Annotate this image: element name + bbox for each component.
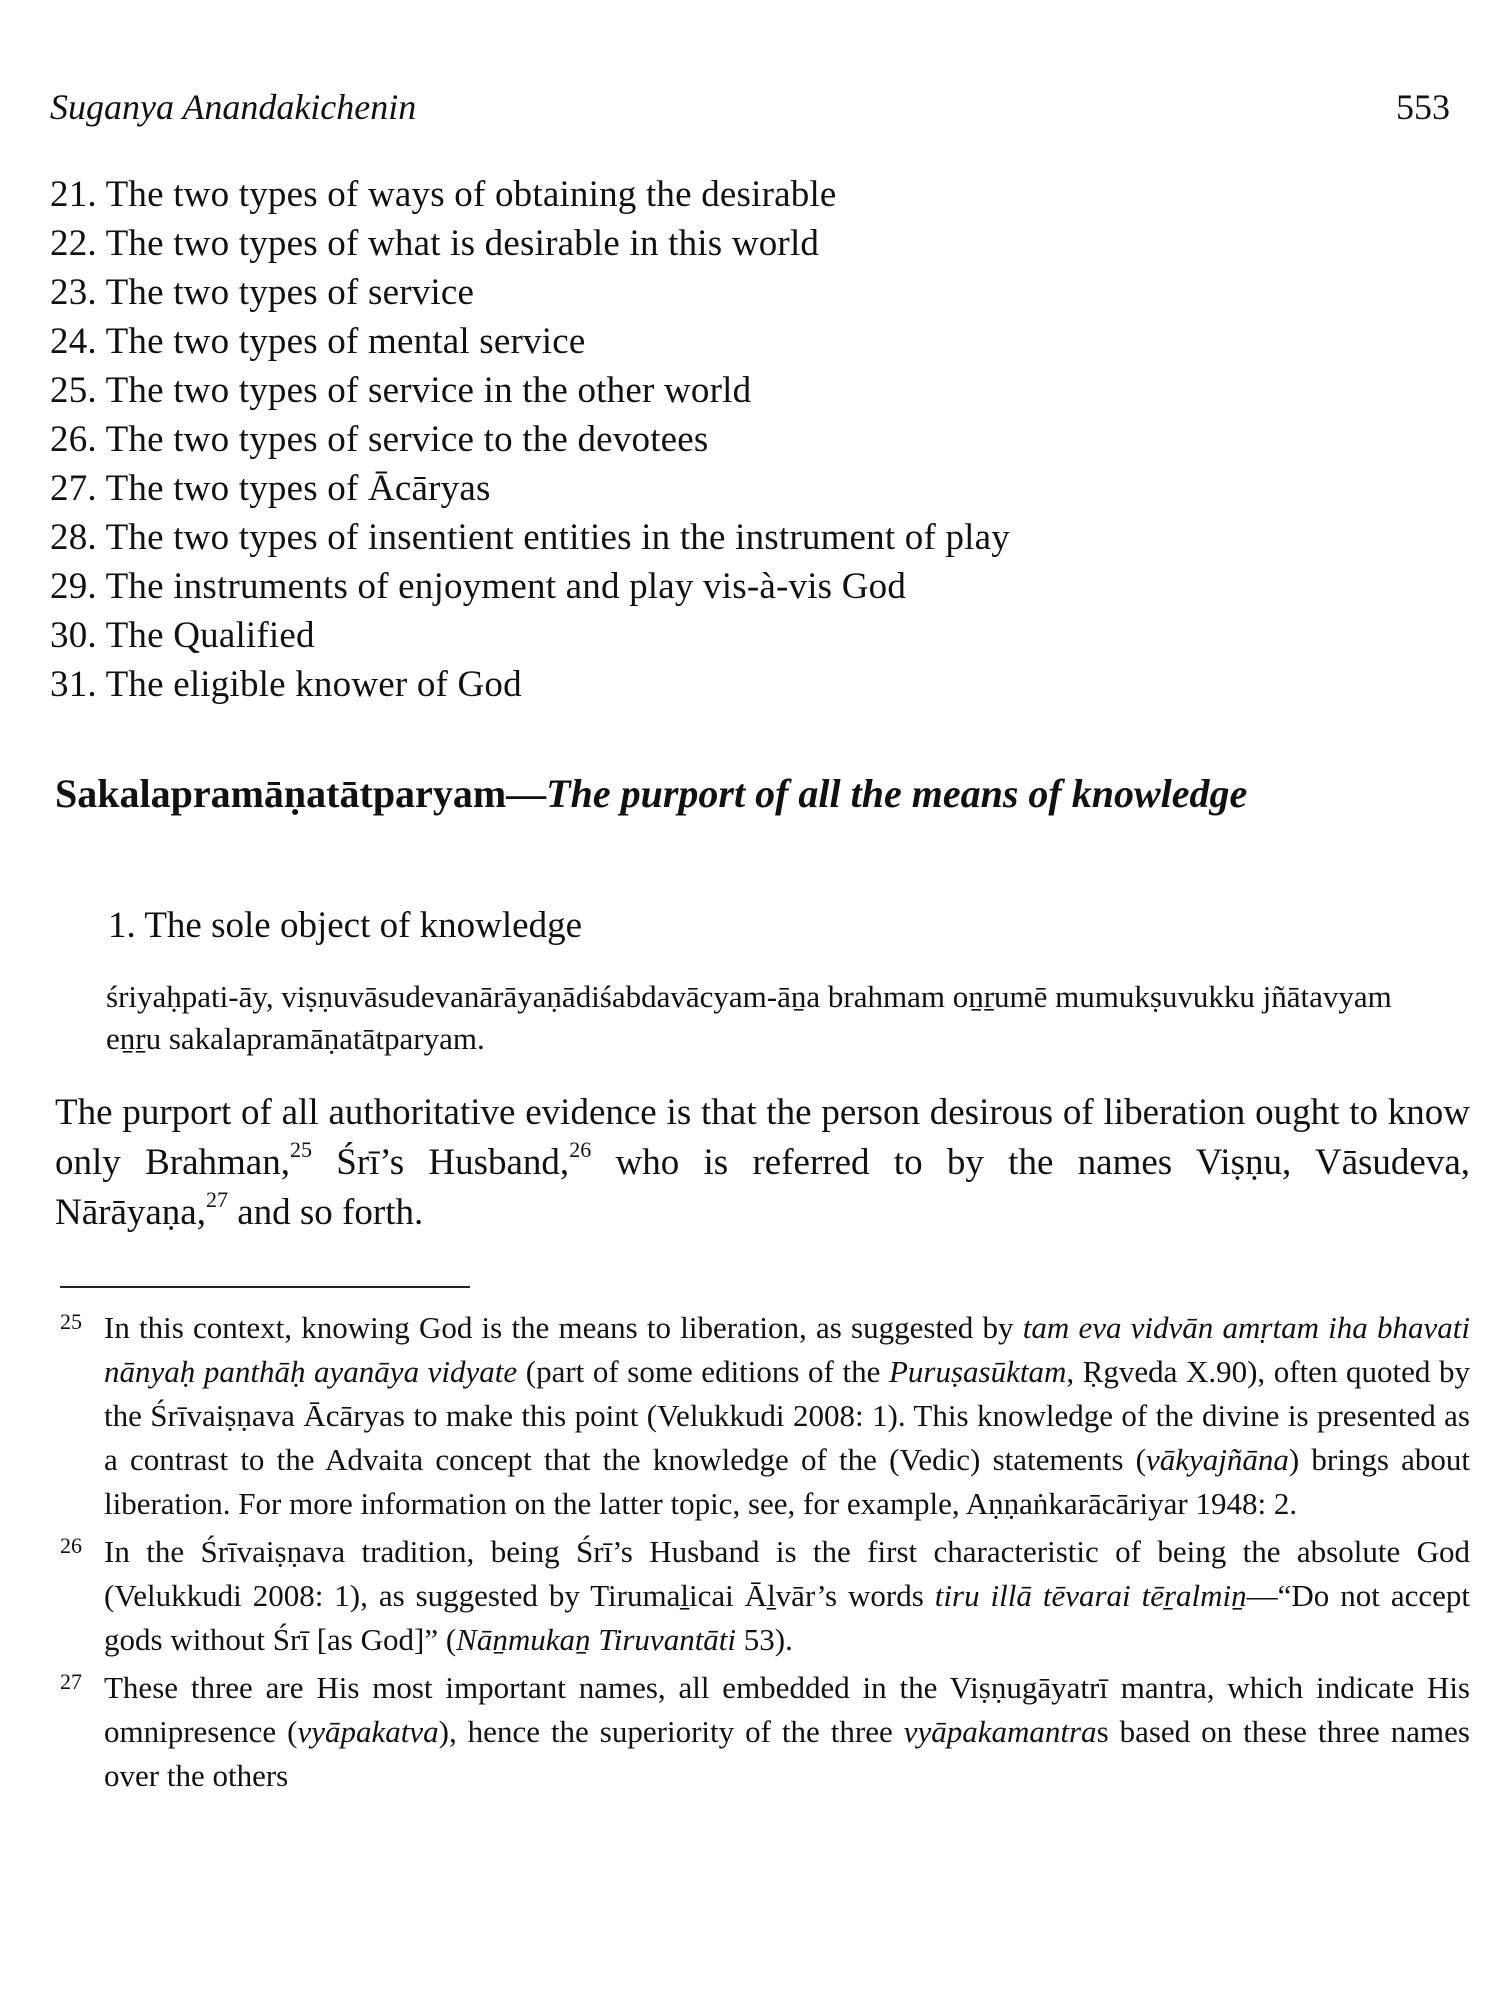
footnote-italic: vyāpakamantra	[903, 1714, 1097, 1749]
footnote-text-part: ) brings about liberation. For more information on the latter topic, see, for example, Aṇṇaṅkarācāriyar 1948: 2.	[104, 1442, 1471, 1521]
footnote-italic: Nāṉmukaṉ Tiruvantāti	[456, 1622, 737, 1657]
footnote-text-part: ), hence the superiority of the three	[438, 1714, 904, 1749]
transliteration-quote: śriyaḥpati-āy, viṣṇuvāsudevanārāyaṇādiśabdavācyam-āṉa brahmam oṉṟumē mumukṣuvukku jñātavyam eṉṟu sakalapramāṇatātparyam.	[106, 979, 1392, 1056]
body-paragraph	[55, 1088, 1470, 1238]
list-item: 30. The Qualified	[50, 615, 315, 656]
footnote-25	[60, 1306, 1470, 1526]
list-item: 21. The two types of ways of obtaining the desirable	[50, 174, 837, 215]
footnote-text-part: s based on these three names over the others	[104, 1714, 1470, 1793]
footnote-divider	[60, 1286, 470, 1288]
footnote-italic: vākyajñāna	[1145, 1442, 1289, 1477]
footnote-27	[60, 1666, 1470, 1798]
list-item: 28. The two types of insentient entities in the instrument of play	[50, 517, 1010, 558]
footnotes	[60, 1306, 1470, 1802]
footnote-italic: vyāpakatva	[297, 1714, 439, 1749]
numbered-list	[50, 170, 1450, 709]
running-head: Suganya Anandakichenin	[50, 87, 417, 127]
list-item: 27. The two types of Ācāryas	[50, 468, 491, 509]
section-heading	[55, 766, 1465, 822]
list-item: 23. The two types of service	[50, 272, 475, 313]
footnote-number: 26	[60, 1533, 82, 1558]
list-item: 24. The two types of mental service	[50, 321, 586, 362]
section-title-english: The purport of all the means of knowledge	[546, 771, 1248, 816]
footnote-italic: tam eva vidvān amṛtam iha bhavati nānyaḥ panthāḥ ayanāya vidyate	[104, 1310, 1470, 1389]
footnote-italic: Puruṣasūktam	[888, 1354, 1067, 1389]
footnote-text-part: —“Do not accept gods without Śrī [as God]” (	[104, 1578, 1470, 1657]
footnote-number: 27	[60, 1669, 82, 1694]
footnote-ref: 26	[569, 1136, 592, 1162]
list-item: 31. The eligible knower of God	[50, 664, 522, 705]
section-title-sanskrit: Sakalapramāṇatātparyam	[55, 771, 507, 816]
footnote-text-part: In this context, knowing God is the means to liberation, as suggested by	[104, 1310, 1023, 1345]
section-title-dash: —	[506, 771, 547, 816]
footnote-italic: tiru illā tēvarai tēṟalmiṉ	[934, 1578, 1247, 1613]
list-item: 25. The two types of service in the other world	[50, 370, 752, 411]
footnote-text-part: (part of some editions of the	[517, 1354, 889, 1389]
footnote-text	[104, 1666, 1470, 1798]
footnote-number: 25	[60, 1309, 82, 1334]
page-header	[50, 86, 1450, 132]
list-item: 26. The two types of service to the devotees	[50, 419, 709, 460]
list-item: 22. The two types of what is desirable in this world	[50, 223, 820, 264]
footnote-text-part: In the Śrīvaiṣṇava tradition, being Śrī’s Husband is the first characteristic of being the absolute God (Velukkudi 2008: 1), as suggested by Tirumaḻicai Āḻvār’s words	[104, 1534, 1470, 1613]
paragraph-text: and so forth.	[227, 1192, 424, 1233]
list-item: 29. The instruments of enjoyment and play vis-à-vis God	[50, 566, 907, 607]
footnote-text-part: These three are His most important names, all embedded in the Viṣṇugāyatrī mantra, which indicate His omnipresence (	[104, 1670, 1470, 1749]
footnote-text	[104, 1530, 1470, 1662]
footnote-26	[60, 1530, 1470, 1662]
footnote-text	[104, 1306, 1470, 1526]
paragraph-text: The purport of all authoritative evidence is that the person desirous of liberation ought to know only Brahman,	[55, 1092, 1470, 1183]
footnote-ref: 25	[289, 1136, 312, 1162]
footnote-ref: 27	[205, 1186, 228, 1212]
page-number: 553	[1396, 87, 1450, 127]
paragraph-text: Śrī’s Husband,	[311, 1142, 570, 1183]
footnote-text-part: 53).	[736, 1622, 793, 1657]
footnote-text-part: , Ṛgveda X.90), often quoted by the Śrīvaiṣṇava Ācāryas to make this point (Velukkudi 2008: 1). This knowledge of the divine is presented as a contrast to the Advaita concept that the knowledge of the (Vedic) statements (	[104, 1354, 1470, 1477]
subsection-item: 1. The sole object of knowledge	[108, 905, 583, 946]
paragraph-text: who is referred to by the names Viṣṇu, Vāsudeva, Nārāyaṇa,	[55, 1142, 1470, 1233]
